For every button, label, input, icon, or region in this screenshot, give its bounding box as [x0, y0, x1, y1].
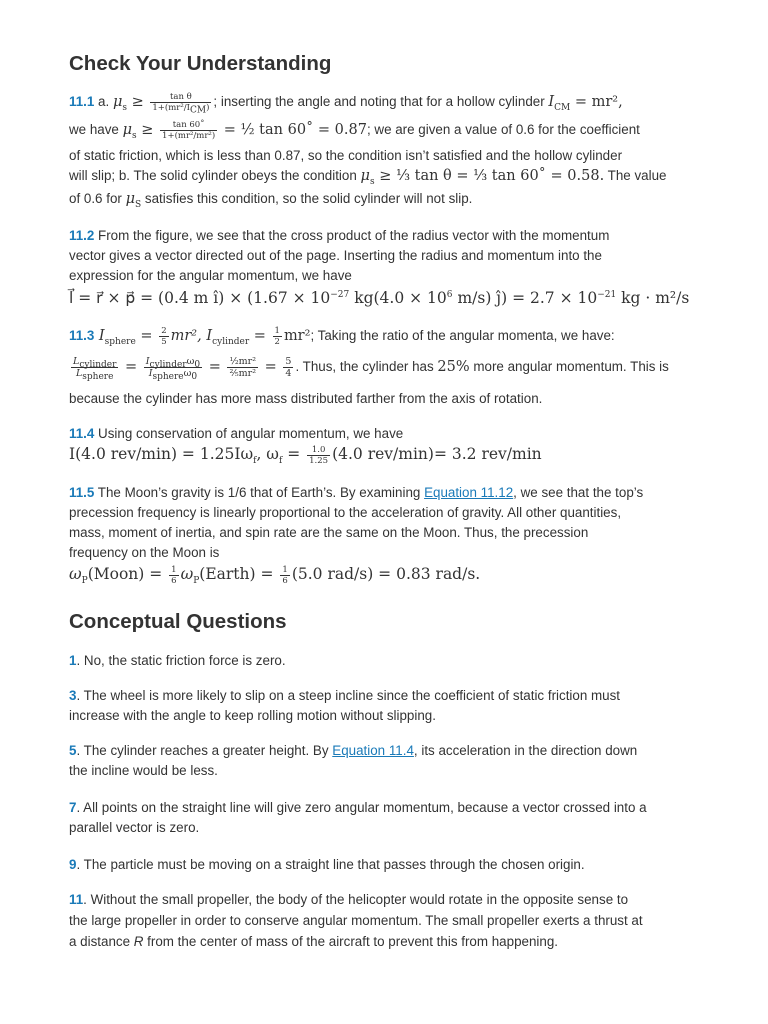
answer-11-5-line-1 — [69, 483, 643, 503]
math-inertia: $I_{sphere}$ = — [94, 328, 158, 347]
math-icm: $I_{CM} = mr^2$, — [548, 94, 623, 113]
text: satisfies this condition, so the solid cylinder will not slip. — [141, 191, 473, 206]
text: From the figure, we see that the cross product of the radius vector with the momentum — [94, 228, 610, 243]
conceptual-answer-11-line-2: the large propeller in order to conserve angular momentum. The small propeller exerts a thrust at — [69, 913, 643, 928]
math-inertia: mr², $I_{cylinder}$ = — [170, 328, 271, 347]
math-mu-s: $\mu_S$ — [125, 191, 142, 210]
conceptual-answer-7-line-2: parallel vector is zero. — [69, 820, 200, 835]
answer-11-5-equation: $\omega_P(Moon)$ = $\frac{1}{6}$ $\omega_P(Earth)$ = $\frac{1}{6}$ (5.0 rad/s) = 0.83 rad/s. — [69, 564, 481, 587]
answer-11-4-line-1 — [69, 424, 403, 444]
text: Using conservation of angular momentum, we have — [94, 426, 404, 441]
answer-11-5-line-3: mass, moment of inertia, and spin rate are the same on the Moon. Thus, the precession — [69, 525, 589, 540]
text: . Thus, the cylinder has — [295, 359, 438, 375]
text: of 0.6 for — [69, 191, 126, 206]
conceptual-answer-7-line-1 — [69, 798, 647, 818]
text: will slip; b. The solid cylinder obeys the condition — [69, 168, 361, 183]
fraction-tan-60: $\frac{\tan 60˚}{\text{1+(mr²/mr²)}}$ — [162, 120, 216, 141]
math-percent: 25% — [437, 359, 470, 376]
text: from the center of mass of the aircraft to prevent this from happening. — [143, 934, 559, 949]
answer-11-1-line-3: of static friction, which is less than 0.87, so the condition isn’t satisfied and the hollow cylinder — [69, 148, 623, 163]
text: , we see that the top’s — [513, 485, 644, 500]
conceptual-answer-5-line-1 — [69, 741, 637, 761]
fraction-2-5: $\frac{2}{5}$ — [161, 326, 167, 347]
text: . The particle must be moving on a straight line that passes through the chosen origin. — [76, 857, 585, 872]
answer-number: 11.2 — [69, 228, 95, 243]
fraction-i-omega: $\frac{I_{cylinder}\omega_0}{I_{sphere}\omega_0}$ — [145, 356, 201, 382]
text: we have — [69, 122, 123, 138]
conceptual-answer-1 — [69, 651, 286, 671]
equation-11-4-link[interactable]: Equation 11.4 — [332, 743, 414, 758]
heading-check-your-understanding: Check Your Understanding — [69, 52, 332, 75]
fraction-tan-theta: $\frac{\text{tan θ}}{1+(mr^2/I_{CM})}$ — [152, 92, 210, 116]
answer-number: 9 — [69, 857, 77, 872]
answer-11-1-line-2 — [69, 120, 640, 141]
text: . The cylinder reaches a greater height. By — [76, 743, 333, 758]
fraction-1-0-over-1-25: $\frac{1.0}{1.25}$ — [309, 444, 329, 466]
math-mu-s: $\mu_s$ ≥ — [112, 94, 149, 113]
answer-number: 3 — [69, 688, 77, 703]
answer-number: 11.3 — [69, 328, 95, 344]
answer-11-3-line-2: $\frac{L_{cylinder}}{L_{sphere}}$ = $\frac{I_{cylinder}\omega_0}{I_{sphere}\omega_0}$ = $\frac{\text{½mr²}}{\text{⅖mr²}}$ = $\frac{5}{4}$ . Thus, the cylinder has 25% more angular momentum. This is — [73, 356, 669, 382]
heading-conceptual-questions: Conceptual Questions — [69, 610, 287, 633]
answer-11-2-line-1 — [69, 226, 609, 246]
answer-11-2-line-3: expression for the angular momentum, we have — [69, 268, 352, 283]
text: ; we are given a value of 0.6 for the coefficient — [366, 122, 640, 138]
conceptual-answer-11-line-3 — [69, 932, 558, 952]
text: . The wheel is more likely to slip on a steep incline since the coefficient of static friction must — [76, 688, 621, 703]
text: The Moon’s gravity is 1/6 that of Earth’s. By examining — [94, 485, 425, 500]
text: a distance — [69, 934, 134, 949]
text: ; Taking the ratio of the angular momenta, we have: — [310, 328, 615, 344]
fraction-l-ratio: $\frac{L_{cylinder}}{L_{sphere}}$ — [73, 356, 117, 382]
answer-11-3-line-3: because the cylinder has more mass distributed farther from the axis of rotation. — [69, 391, 543, 406]
conceptual-answer-9 — [69, 855, 585, 875]
answer-11-1-line-5 — [69, 189, 472, 209]
answer-11-2-equation: l⃗ = r⃗ × p⃗ = (0.4 m î) × ($1.67 \times 10^{-27}$ $kg(4.0 \times 10^6$ m/s) ĵ) = $2.7 \times 10^{-21}$ kg · m²/s — [69, 289, 690, 307]
conceptual-answer-5-line-2: the incline would be less. — [69, 763, 218, 778]
text: The value — [604, 168, 667, 183]
answer-11-3-line-1 — [69, 326, 615, 347]
answer-11-4-equation: I(4.0 $rev/\min) = 1.25I\omega_f$, $\omega_f$ = $\frac{1.0}{1.25}$ (4.0 rev/min)= 3.2 rev/min — [69, 444, 542, 467]
answer-11-1-line-4 — [69, 166, 666, 186]
answer-number: 11.4 — [69, 426, 95, 441]
answer-11-1-line-1 — [69, 92, 623, 116]
text: a. — [94, 94, 113, 110]
conceptual-answer-11-line-1 — [69, 890, 628, 910]
text: . All points on the straight line will give zero angular momentum, because a vector crossed into a — [76, 800, 647, 815]
answer-number: 7 — [69, 800, 77, 815]
math-mr2: mr² — [283, 328, 311, 345]
answer-number: 5 — [69, 743, 77, 758]
variable-r: R — [133, 934, 144, 949]
text: . No, the static friction force is zero. — [76, 653, 286, 668]
fraction-mr2: $\frac{\text{½mr²}}{\text{⅖mr²}}$ — [229, 356, 257, 379]
answer-11-5-line-4: frequency on the Moon is — [69, 545, 220, 560]
text: more angular momentum. This is — [469, 359, 669, 375]
answer-number: 11.5 — [69, 485, 95, 500]
text: , its acceleration in the direction down — [413, 743, 638, 758]
math-result-087: = ½ tan 60˚ = 0.87 — [219, 122, 367, 139]
fraction-1-2: $\frac{1}{2}$ — [274, 326, 280, 347]
conceptual-answer-3-line-1 — [69, 686, 620, 706]
answer-number: 11 — [69, 892, 84, 907]
conceptual-answer-3-line-2: increase with the angle to keep rolling motion without slipping. — [69, 708, 436, 723]
fraction-5-4: $\frac{5}{4}$ — [285, 356, 292, 379]
math-solid-condition: $\mu_s$ ≥ ⅓ tan θ = ⅓ tan 60˚ = 0.58. — [360, 168, 605, 187]
answer-number: 11.1 — [69, 94, 95, 110]
equation-11-12-link[interactable]: Equation 11.12 — [424, 485, 514, 500]
answer-11-5-line-2: precession frequency is linearly proportional to the acceleration of gravity. All other quantities, — [69, 505, 622, 520]
answer-number: 1 — [69, 653, 77, 668]
text: ; inserting the angle and noting that for a hollow cylinder — [213, 94, 549, 110]
answer-11-2-line-2: vector gives a vector directed out of the page. Inserting the radius and momentum into the — [69, 248, 602, 263]
text: . Without the small propeller, the body of the helicopter would rotate in the opposite sense to — [83, 892, 629, 907]
math-mu-s: $\mu_s$ ≥ — [122, 122, 159, 141]
